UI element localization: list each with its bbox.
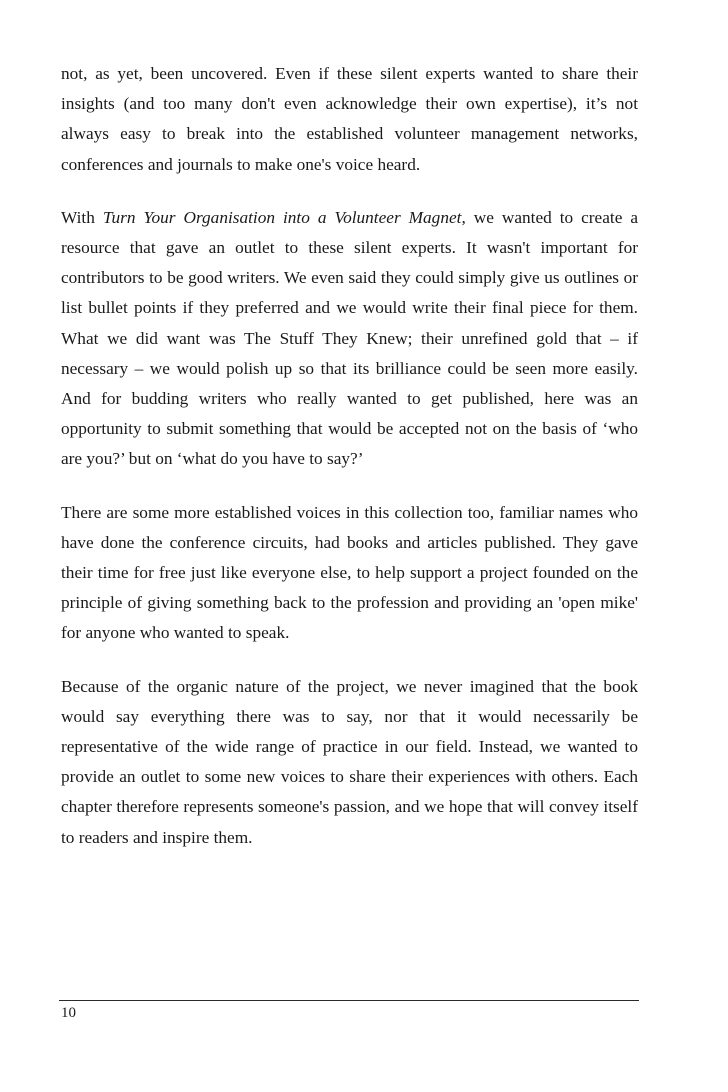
paragraph-2-lead: With xyxy=(61,207,103,227)
paragraph-1: not, as yet, been uncovered. Even if these silent experts wanted to share their insights (and too many don't even acknowledge their own expertise), it’s not always easy to break into the established volunteer management networks, conferences and journals to make one's voice heard. xyxy=(61,64,638,174)
page-number: 10 xyxy=(61,1005,76,1021)
paragraph-3: There are some more established voices in this collection too, familiar names who have done the conference circuits, had books and articles published. They gave their time for free just like everyone else, to help support a project founded on the principle of giving something back to the profession and providing an 'open mike' for anyone who wanted to speak. xyxy=(61,502,638,643)
footer-divider xyxy=(59,1000,639,1001)
paragraph-2 xyxy=(61,203,638,475)
paragraph-4: Because of the organic nature of the project, we never imagined that the book would say everything there was to say, nor that it would necessarily be representative of the wide range of practice in our field. Instead, we wanted to provide an outlet to some new voices to share their experiences with others. Each chapter therefore represents someone's passion, and we hope that will convey itself to readers and inspire them. xyxy=(61,676,638,847)
book-title: Turn Your Organisation into a Volunteer Magnet xyxy=(102,207,462,227)
paragraph-2-rest: , we wanted to create a resource that gave an outlet to these silent experts. It wasn't important for contributors to be good writers. We even said they could simply give us outlines or list bullet points if they preferred and we would write their final piece for them. What we did want was The Stuff They Knew; their unrefined gold that – if necessary – we would polish up so that its brilliance could be seen more easily. And for budding writers who really wanted to get published, here was an opportunity to submit something that would be accepted not on the basis of ‘who are you?’ but on ‘what do you have to say?’ xyxy=(61,207,639,469)
body-text xyxy=(61,59,638,876)
